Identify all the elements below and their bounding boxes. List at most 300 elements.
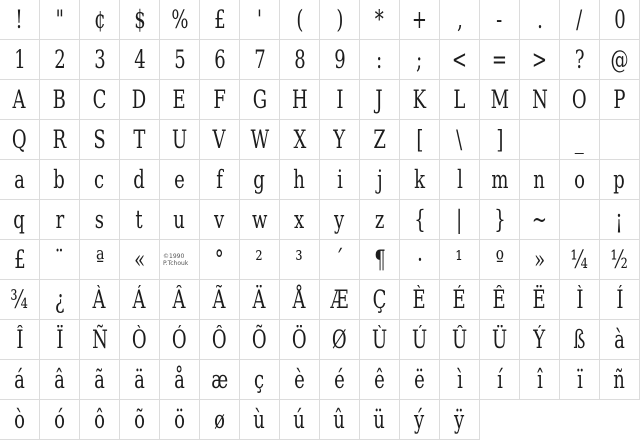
glyph-cell — [200, 360, 240, 400]
glyph-cell — [240, 80, 280, 120]
glyph-cell — [320, 280, 360, 320]
glyph-cell — [240, 40, 280, 80]
glyph: z — [374, 204, 385, 234]
glyph-cell — [440, 120, 480, 160]
glyph-cell — [160, 120, 200, 160]
glyph-cell — [40, 320, 80, 360]
glyph-row — [0, 240, 640, 280]
glyph: $ — [133, 4, 146, 34]
glyph: Ó — [172, 324, 187, 354]
glyph-cell — [480, 200, 520, 240]
glyph: j — [376, 164, 383, 194]
glyph-cell — [120, 360, 160, 400]
glyph-cell — [560, 80, 600, 120]
glyph: ² — [255, 244, 264, 274]
glyph: y — [334, 204, 345, 234]
glyph: ä — [134, 364, 145, 394]
glyph-cell — [520, 0, 560, 40]
glyph: ( — [295, 4, 304, 34]
glyph-cell — [440, 360, 480, 400]
glyph-cell — [400, 320, 440, 360]
glyph: ¢ — [93, 4, 106, 34]
glyph: 6 — [213, 44, 226, 74]
glyph-cell — [320, 160, 360, 200]
glyph: x — [294, 204, 305, 234]
glyph-cell — [400, 200, 440, 240]
glyph-cell — [560, 0, 600, 40]
glyph: v — [214, 204, 225, 234]
glyph-row — [0, 360, 640, 400]
glyph: Ç — [372, 284, 387, 314]
glyph: ! — [15, 4, 24, 34]
glyph: ¿ — [54, 284, 65, 314]
glyph-cell — [520, 360, 560, 400]
glyph-cell — [440, 400, 480, 440]
glyph: Q — [12, 124, 27, 154]
glyph-cell — [400, 0, 440, 40]
glyph-cell — [480, 80, 520, 120]
glyph: ] — [495, 124, 504, 154]
glyph: ´ — [335, 244, 344, 274]
glyph: c — [94, 164, 105, 194]
glyph: 2 — [53, 44, 66, 74]
glyph-cell — [80, 320, 120, 360]
glyph: 8 — [293, 44, 306, 74]
glyph-cell — [40, 0, 80, 40]
glyph-cell — [0, 320, 40, 360]
glyph: h — [293, 164, 306, 194]
glyph-cell — [400, 40, 440, 80]
glyph: Ï — [55, 324, 64, 354]
glyph: C — [92, 84, 107, 114]
glyph-cell — [440, 240, 480, 280]
glyph: ' — [257, 4, 262, 34]
glyph-cell — [80, 240, 120, 280]
glyph-cell — [280, 0, 320, 40]
glyph-cell — [360, 320, 400, 360]
glyph-cell — [40, 80, 80, 120]
glyph-cell — [80, 120, 120, 160]
glyph-cell — [200, 80, 240, 120]
glyph: ï — [576, 364, 583, 394]
glyph-cell — [40, 400, 80, 440]
glyph: k — [414, 164, 425, 194]
glyph-cell — [80, 280, 120, 320]
glyph: ¹ — [455, 244, 464, 274]
glyph-cell — [560, 40, 600, 80]
glyph-cell — [0, 400, 40, 440]
glyph: Á — [132, 284, 147, 314]
glyph-cell — [480, 160, 520, 200]
glyph-cell — [320, 240, 360, 280]
glyph-cell — [480, 120, 520, 160]
glyph: b — [53, 164, 66, 194]
glyph: q — [13, 204, 26, 234]
glyph: = — [491, 44, 508, 74]
glyph: u — [173, 204, 186, 234]
glyph-cell — [240, 360, 280, 400]
glyph-cell — [240, 320, 280, 360]
glyph: 7 — [253, 44, 266, 74]
glyph: V — [212, 124, 227, 154]
glyph: R — [52, 124, 67, 154]
glyph: Û — [451, 324, 468, 354]
glyph: n — [533, 164, 546, 194]
glyph: ñ — [613, 364, 626, 394]
glyph: ¡ — [615, 204, 624, 234]
glyph-cell — [240, 120, 280, 160]
glyph-cell — [360, 400, 400, 440]
glyph: Å — [292, 284, 307, 314]
glyph: « — [133, 244, 145, 274]
glyph: o — [574, 164, 585, 194]
glyph-cell — [600, 40, 640, 80]
glyph-cell — [440, 200, 480, 240]
glyph-cell — [440, 160, 480, 200]
glyph-cell — [480, 360, 520, 400]
glyph: Ò — [132, 324, 147, 354]
glyph-cell — [40, 360, 80, 400]
glyph-cell — [600, 200, 640, 240]
glyph-cell — [0, 280, 40, 320]
glyph: H — [291, 84, 308, 114]
glyph: I — [335, 84, 344, 114]
glyph: ô — [94, 404, 105, 434]
glyph: ë — [414, 364, 425, 394]
glyph: Õ — [252, 324, 267, 354]
glyph: Y — [333, 124, 346, 154]
glyph-cell — [520, 240, 560, 280]
glyph: 0 — [613, 4, 626, 34]
glyph-cell — [360, 200, 400, 240]
glyph: ° — [215, 244, 224, 274]
glyph-row — [0, 400, 640, 440]
glyph: Ý — [533, 324, 546, 354]
glyph: å — [174, 364, 185, 394]
glyph: Â — [172, 284, 187, 314]
glyph-cell — [240, 400, 280, 440]
glyph: Ñ — [91, 324, 108, 354]
glyph-cell — [200, 280, 240, 320]
glyph: [ — [415, 124, 424, 154]
glyph-cell — [0, 360, 40, 400]
glyph-cell — [40, 280, 80, 320]
glyph: 4 — [133, 44, 146, 74]
glyph-cell — [120, 240, 160, 280]
glyph-cell — [360, 160, 400, 200]
glyph: a — [14, 164, 25, 194]
glyph: ü — [373, 404, 386, 434]
glyph: » — [533, 244, 545, 274]
glyph-cell — [520, 200, 560, 240]
glyph-cell — [440, 40, 480, 80]
glyph: \ — [456, 124, 463, 154]
glyph: g — [253, 164, 266, 194]
glyph: t — [135, 204, 144, 234]
glyph: K — [412, 84, 427, 114]
glyph: ê — [374, 364, 385, 394]
glyph: 5 — [173, 44, 186, 74]
glyph: è — [294, 364, 305, 394]
glyph: ß — [573, 324, 586, 354]
glyph-cell — [120, 120, 160, 160]
glyph: ? — [574, 44, 585, 74]
glyph-cell — [560, 360, 600, 400]
glyph: ¼ — [570, 244, 589, 274]
glyph: | — [456, 204, 463, 234]
glyph: Ö — [292, 324, 307, 354]
glyph: ç — [254, 364, 265, 394]
glyph: Ü — [491, 324, 508, 354]
glyph: r — [55, 204, 64, 234]
glyph-cell — [0, 200, 40, 240]
glyph-cell — [120, 80, 160, 120]
glyph: N — [531, 84, 548, 114]
glyph-cell — [120, 40, 160, 80]
glyph-cell — [200, 320, 240, 360]
glyph: Ë — [532, 284, 547, 314]
glyph-cell — [160, 0, 200, 40]
glyph: / — [576, 4, 583, 34]
glyph: s — [94, 204, 105, 234]
glyph-cell — [80, 0, 120, 40]
glyph: F — [213, 84, 226, 114]
glyph-cell — [600, 0, 640, 40]
glyph-cell — [600, 160, 640, 200]
glyph-cell — [120, 400, 160, 440]
glyph-cell — [240, 0, 280, 40]
glyph-cell — [440, 320, 480, 360]
glyph: S — [93, 124, 106, 154]
glyph: ú — [293, 404, 306, 434]
glyph-cell — [320, 200, 360, 240]
glyph-row — [0, 200, 640, 240]
glyph-cell — [480, 280, 520, 320]
glyph: ¨ — [55, 244, 64, 274]
glyph-cell — [0, 240, 40, 280]
glyph: ó — [54, 404, 65, 434]
glyph: Ã — [212, 284, 227, 314]
glyph-cell — [320, 360, 360, 400]
glyph-cell — [520, 320, 560, 360]
glyph-cell — [400, 360, 440, 400]
empty-area — [480, 400, 520, 440]
glyph-cell — [520, 160, 560, 200]
glyph-cell — [40, 120, 80, 160]
glyph-cell — [120, 160, 160, 200]
glyph-cell — [320, 320, 360, 360]
glyph-cell — [280, 120, 320, 160]
glyph-cell — [160, 360, 200, 400]
glyph: E — [172, 84, 187, 114]
glyph-cell — [400, 400, 440, 440]
glyph: M — [490, 84, 509, 114]
empty-area — [560, 400, 600, 440]
glyph: û — [333, 404, 346, 434]
glyph-cell — [120, 320, 160, 360]
glyph-cell — [480, 0, 520, 40]
glyph: % — [170, 4, 189, 34]
glyph-cell — [520, 80, 560, 120]
glyph-cell — [0, 160, 40, 200]
glyph-row — [0, 80, 640, 120]
copyright-credit-cell — [160, 240, 200, 280]
glyph-cell — [400, 240, 440, 280]
glyph: " — [55, 4, 64, 34]
glyph-cell — [320, 80, 360, 120]
glyph-cell — [160, 280, 200, 320]
glyph-cell — [600, 280, 640, 320]
empty-area — [600, 400, 640, 440]
glyph-cell — [360, 0, 400, 40]
glyph: U — [171, 124, 188, 154]
glyph-cell — [320, 400, 360, 440]
glyph: O — [572, 84, 587, 114]
glyph-cell — [480, 40, 520, 80]
glyph: Ø — [332, 324, 347, 354]
glyph-cell — [240, 160, 280, 200]
glyph: w — [251, 204, 268, 234]
glyph: â — [54, 364, 65, 394]
glyph: X — [293, 124, 306, 154]
glyph-cell — [120, 280, 160, 320]
glyph: È — [412, 284, 427, 314]
glyph-cell — [320, 0, 360, 40]
glyph-cell — [160, 80, 200, 120]
glyph: e — [174, 164, 185, 194]
glyph: G — [252, 84, 267, 114]
glyph: í — [496, 364, 503, 394]
glyph-cell — [560, 240, 600, 280]
glyph: > — [531, 44, 548, 74]
glyph-cell — [360, 240, 400, 280]
glyph: à — [614, 324, 625, 354]
empty-area — [520, 400, 560, 440]
glyph-cell — [520, 40, 560, 80]
glyph: , — [456, 4, 463, 34]
glyph: 9 — [333, 44, 346, 74]
glyph-cell — [200, 0, 240, 40]
glyph-row — [0, 320, 640, 360]
glyph-cell — [120, 0, 160, 40]
glyph: õ — [134, 404, 145, 434]
glyph-cell — [520, 280, 560, 320]
glyph-cell — [160, 40, 200, 80]
glyph-cell — [360, 120, 400, 160]
glyph: _ — [575, 124, 584, 154]
glyph-cell — [320, 40, 360, 80]
glyph: ø — [214, 404, 225, 434]
glyph: º — [495, 244, 504, 274]
glyph-cell — [560, 160, 600, 200]
glyph: î — [536, 364, 543, 394]
glyph-cell — [200, 240, 240, 280]
glyph: Í — [615, 284, 624, 314]
glyph-cell — [600, 120, 640, 160]
glyph-cell — [280, 280, 320, 320]
glyph-cell — [80, 160, 120, 200]
glyph-cell — [40, 200, 80, 240]
glyph-cell — [600, 360, 640, 400]
glyph: ÿ — [454, 404, 465, 434]
glyph-row — [0, 0, 640, 40]
glyph-cell — [560, 280, 600, 320]
glyph: < — [451, 44, 468, 74]
glyph: - — [496, 4, 503, 34]
glyph-cell — [600, 80, 640, 120]
glyph: l — [456, 164, 463, 194]
glyph: D — [132, 84, 147, 114]
glyph: W — [250, 124, 269, 154]
glyph: Î — [15, 324, 24, 354]
glyph-cell — [0, 40, 40, 80]
glyph-cell — [200, 160, 240, 200]
glyph: ; — [416, 44, 423, 74]
glyph-cell — [360, 80, 400, 120]
glyph-cell — [40, 240, 80, 280]
glyph: é — [334, 364, 345, 394]
glyph-cell — [400, 80, 440, 120]
glyph-cell — [280, 320, 320, 360]
glyph-cell — [480, 320, 520, 360]
glyph: á — [14, 364, 25, 394]
glyph-cell — [440, 80, 480, 120]
glyph-cell — [360, 40, 400, 80]
glyph: Ú — [411, 324, 428, 354]
glyph-cell — [280, 360, 320, 400]
glyph-cell — [160, 400, 200, 440]
copyright-credit-line: P.Tchouk — [163, 259, 189, 267]
glyph: ý — [414, 404, 425, 434]
glyph-cell — [400, 280, 440, 320]
glyph: 3 — [93, 44, 106, 74]
glyph: Ì — [575, 284, 584, 314]
glyph: É — [452, 284, 467, 314]
glyph-cell — [120, 200, 160, 240]
glyph-cell — [280, 40, 320, 80]
glyph-cell — [80, 360, 120, 400]
glyph: ½ — [610, 244, 629, 274]
glyph-cell — [40, 40, 80, 80]
glyph-cell — [160, 320, 200, 360]
glyph: ª — [95, 244, 104, 274]
glyph-cell — [280, 80, 320, 120]
glyph-cell — [320, 120, 360, 160]
glyph: £ — [13, 244, 26, 274]
glyph-cell — [200, 200, 240, 240]
glyph-cell — [400, 160, 440, 200]
glyph: { — [413, 204, 426, 234]
glyph-cell — [240, 280, 280, 320]
glyph: A — [12, 84, 27, 114]
glyph-cell — [80, 40, 120, 80]
glyph-cell — [240, 200, 280, 240]
glyph: f — [216, 164, 223, 194]
glyph: + — [411, 4, 428, 34]
glyph: ù — [253, 404, 266, 434]
glyph: P — [613, 84, 626, 114]
glyph: æ — [211, 364, 228, 394]
glyph-row — [0, 280, 640, 320]
glyph-cell — [440, 280, 480, 320]
glyph: ) — [335, 4, 344, 34]
glyph: Ê — [492, 284, 507, 314]
glyph: : — [376, 44, 383, 74]
glyph: ö — [174, 404, 185, 434]
copyright-credit-line: ©1990 — [163, 252, 185, 260]
glyph-cell — [0, 0, 40, 40]
glyph-cell — [0, 80, 40, 120]
